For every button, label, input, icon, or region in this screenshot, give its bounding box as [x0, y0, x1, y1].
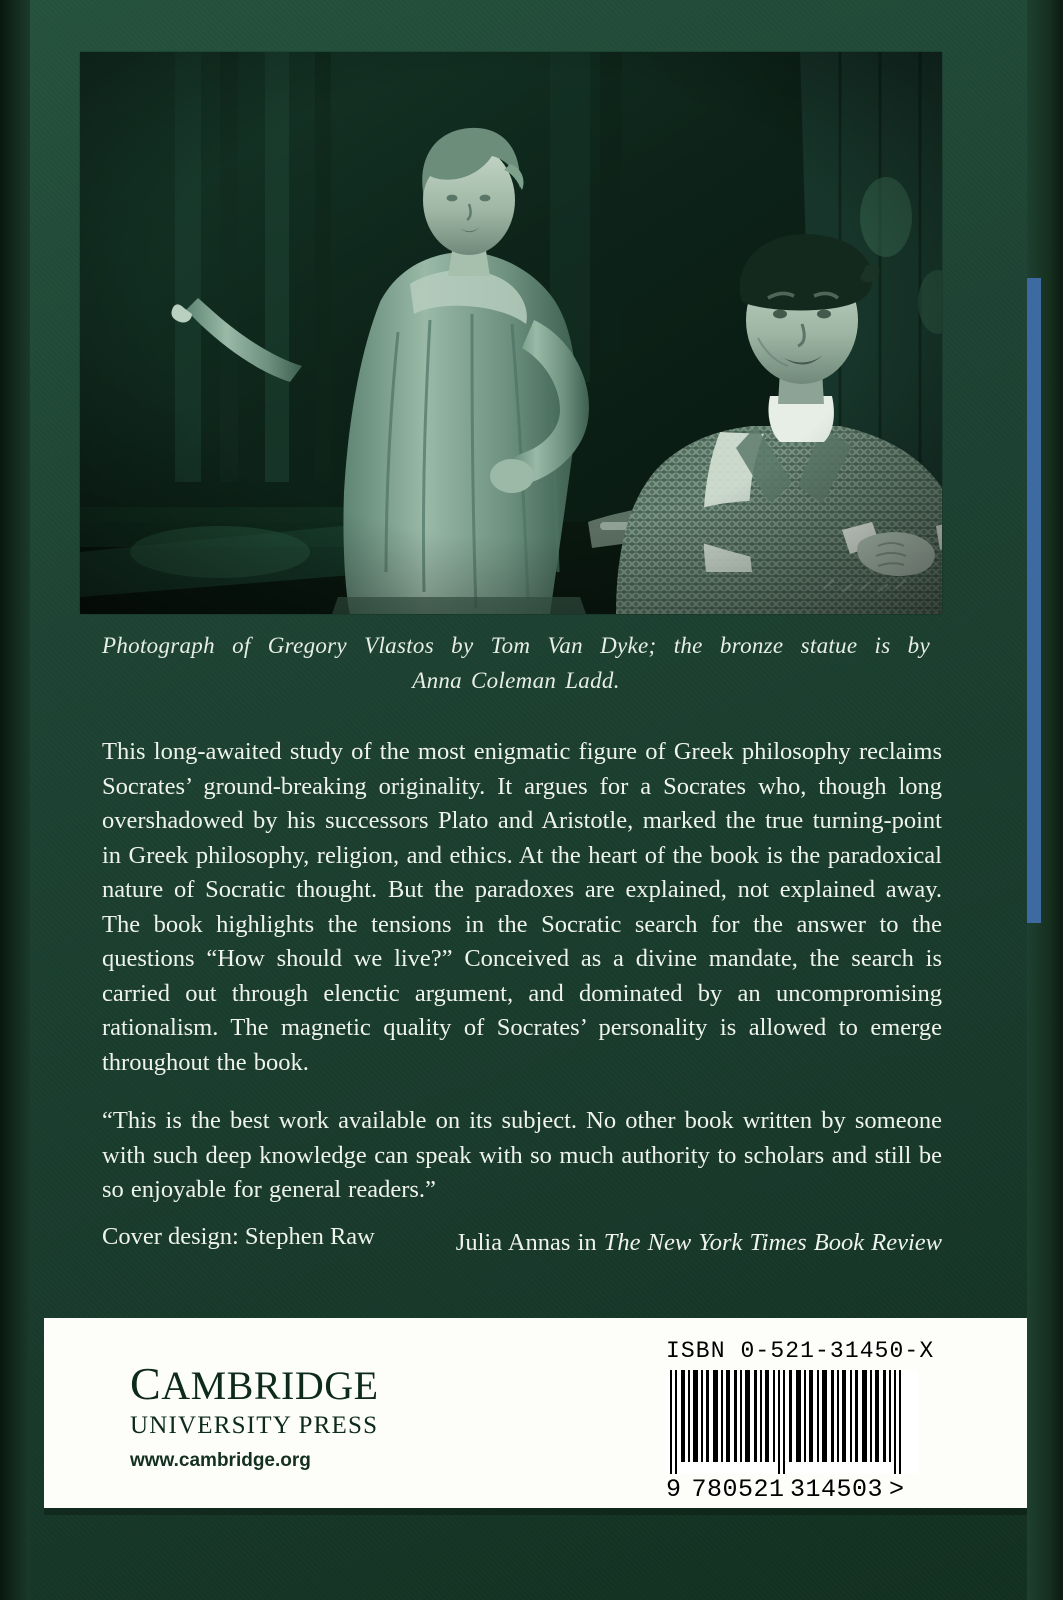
- cover-photograph: [80, 52, 942, 614]
- publisher-url[interactable]: www.cambridge.org: [130, 1450, 311, 1471]
- publisher-name-initial: C: [130, 1358, 162, 1409]
- publisher-name: [130, 1358, 379, 1409]
- spine-edge: [0, 0, 30, 1600]
- photo-caption-line-2: Anna Coleman Ladd.: [412, 668, 620, 693]
- isbn-label: ISBN 0-521-31450-X: [666, 1338, 935, 1364]
- cover-design-credit: Cover design: Stephen Raw: [102, 1223, 375, 1250]
- barcode-digits: [666, 1475, 928, 1504]
- photo-caption-line-1: Photograph of Gregory Vlastos by Tom Van Dyke; the bronze statue is by: [102, 633, 930, 658]
- publisher-logo: [130, 1358, 379, 1472]
- review-publication: The New York Times Book Review: [603, 1228, 942, 1256]
- barcode-digits-end: >: [889, 1475, 905, 1504]
- photo-caption: [102, 628, 930, 698]
- barcode-digits-main: 780521 314503: [691, 1475, 884, 1504]
- review-quote: “This is the best work available on its subject. No other book written by someone with such deep knowledge can speak with so much authority to scholars and still be so enjoyable for general readers.”: [102, 1107, 942, 1203]
- isbn-block: [666, 1338, 935, 1504]
- back-cover-blurb: [102, 735, 942, 1260]
- band-shadow: [44, 1508, 1057, 1515]
- barcode-image: [666, 1370, 918, 1474]
- barcode-digit-left: 9: [666, 1475, 682, 1504]
- blue-page-tab: [1027, 278, 1041, 923]
- publisher-name-rest: AMBRIDGE: [161, 1363, 379, 1408]
- review-author: Julia Annas in: [455, 1228, 604, 1256]
- publisher-subtitle: UNIVERSITY PRESS: [130, 1412, 379, 1439]
- photograph-image: [80, 52, 942, 614]
- blurb-paragraph: This long-awaited study of the most enigmatic figure of Greek philosophy reclaims Socrates’ ground-breaking originality. It argues for a Socrates who, though long overshadowed by his successors Plato and Aristotle, marked the true turning-point in Greek philosophy, religion, and ethics. At the heart of the book is the paradoxical nature of Socratic thought. But the paradoxes are explained, not explained away. The book highlights the tensions in the Socratic search for the answer to the questions “How should we live?” Conceived as a divine mandate, the search is carried out through elenctic argument, and dominated by an uncompromising rationalism. The magnetic quality of Socrates’ personality is allowed to emerge throughout the book.: [102, 738, 942, 1076]
- cover-background: [30, 0, 1027, 1600]
